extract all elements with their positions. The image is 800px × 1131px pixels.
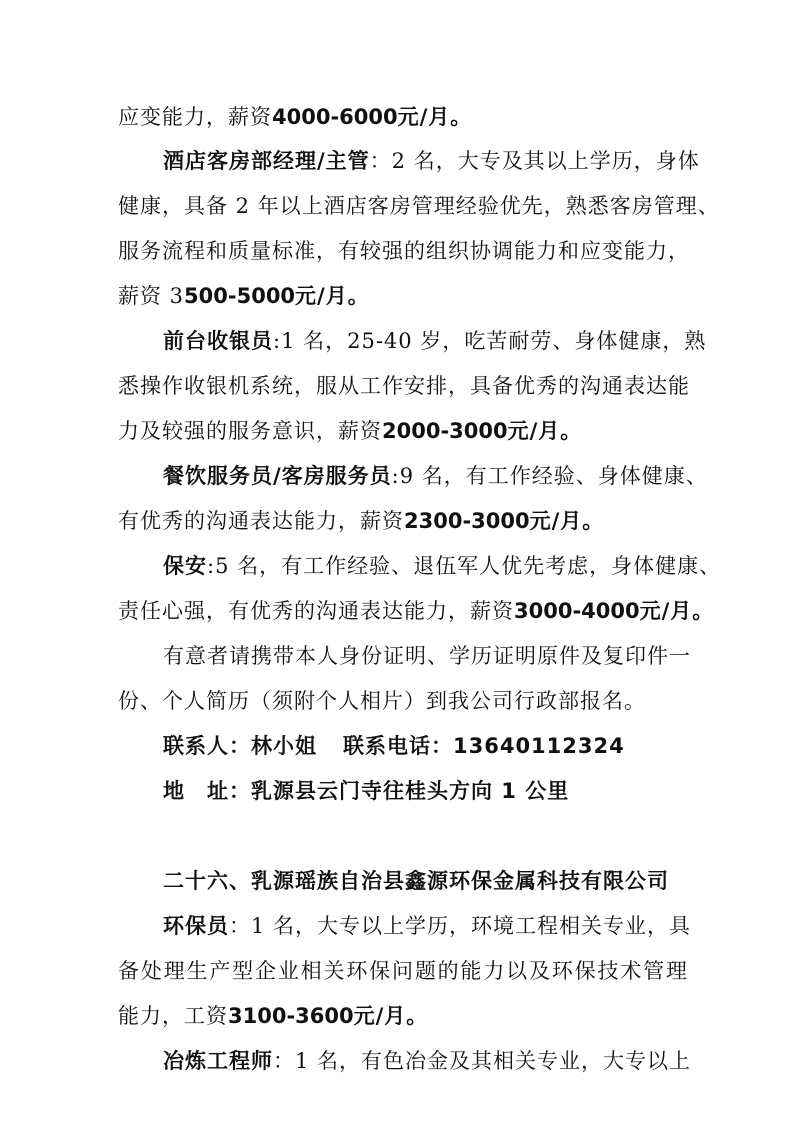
job-title: 环保员 xyxy=(163,914,229,938)
salary-range: 500-5000 xyxy=(184,284,296,308)
job-env-officer-line-3 xyxy=(118,1001,688,1031)
text: :9 名，有工作经验、身体健康、 xyxy=(391,464,708,488)
text: 能力，工资 xyxy=(118,1004,228,1028)
job-hotel-manager-line-1 xyxy=(163,146,700,176)
salary-unit: 元/月。 xyxy=(397,105,473,129)
company-heading: 二十六、乳源瑶族自治县鑫源环保金属科技有限公司 xyxy=(163,869,669,893)
job-security-line-2 xyxy=(118,596,715,626)
job-hotel-manager-line-4 xyxy=(118,281,688,311)
job-hotel-manager-line-2: 健康，具备 2 年以上酒店客房管理经验优先，熟悉客房管理、 xyxy=(118,194,720,218)
salary-unit: 元/月。 xyxy=(295,284,370,308)
contact-line xyxy=(163,731,688,761)
job-smelting-engineer-line-1 xyxy=(163,1046,692,1076)
salary-range: 4000-6000 xyxy=(272,105,398,129)
job-title: 保安 xyxy=(163,554,207,578)
salary-range: 2000-3000 xyxy=(382,419,508,443)
job-cashier-line-1 xyxy=(163,326,707,356)
text: 应变能力，薪资 xyxy=(118,105,272,129)
job-waiter-line-1 xyxy=(163,461,708,491)
text: 力及较强的服务意识，薪资 xyxy=(118,419,382,443)
contact-person: 联系人：林小姐 xyxy=(163,734,317,758)
job-hotel-manager-line-3: 服务流程和质量标准，有较强的组织协调能力和应变能力， xyxy=(118,239,690,263)
text: ：1 名，有色冶金及其相关专业，大专以上 xyxy=(273,1049,692,1073)
text: :1 名，25-40 岁，吃苦耐劳、身体健康，熟 xyxy=(273,329,707,353)
salary-unit: 元/月。 xyxy=(529,509,605,533)
job-security-line-1 xyxy=(163,551,722,581)
text: ：2 名，大专及其以上学历，身体 xyxy=(369,149,700,173)
salary-range: 3100-3600 xyxy=(228,1004,354,1028)
contact-phone: 联系电话：13640112324 xyxy=(343,734,625,758)
apply-instructions-line-2: 份、个人简历（须附个人相片）到我公司行政部报名。 xyxy=(118,689,646,713)
salary-range: 3000-4000 xyxy=(514,599,640,623)
job-cashier-line-2: 悉操作收银机系统，服从工作安排，具备优秀的沟通表达能 xyxy=(118,374,690,398)
job-waiter-line-2 xyxy=(118,506,688,536)
apply-instructions-line-1: 有意者请携带本人身份证明、学历证明原件及复印件一 xyxy=(163,644,691,668)
text: ：1 名，大专以上学历，环境工程相关专业，具 xyxy=(229,914,692,938)
text: :5 名，有工作经验、退伍军人优先考虑，身体健康、 xyxy=(207,554,722,578)
salary-unit: 元/月。 xyxy=(639,599,715,623)
job-env-officer-line-1 xyxy=(163,911,692,941)
job-env-officer-line-2: 备处理生产型企业相关环保问题的能力以及环保技术管理 xyxy=(118,959,688,983)
job-title: 前台收银员 xyxy=(163,329,273,353)
salary-unit: 元/月。 xyxy=(507,419,583,443)
salary-range: 2300-3000 xyxy=(404,509,530,533)
job-title: 酒店客房部经理/主管 xyxy=(163,149,370,173)
contact-address: 地 址：乳源县云门寺往桂头方向 1 公里 xyxy=(163,779,570,803)
text: 薪资 3 xyxy=(118,284,185,308)
salary-unit: 元/月。 xyxy=(353,1004,429,1028)
job-title: 冶炼工程师 xyxy=(163,1049,273,1073)
job-title: 餐饮服务员/客房服务员 xyxy=(163,464,392,488)
para-salary-line xyxy=(118,102,688,132)
text: 有优秀的沟通表达能力，薪资 xyxy=(118,509,404,533)
text: 责任心强，有优秀的沟通表达能力，薪资 xyxy=(118,599,514,623)
job-cashier-line-3 xyxy=(118,416,688,446)
